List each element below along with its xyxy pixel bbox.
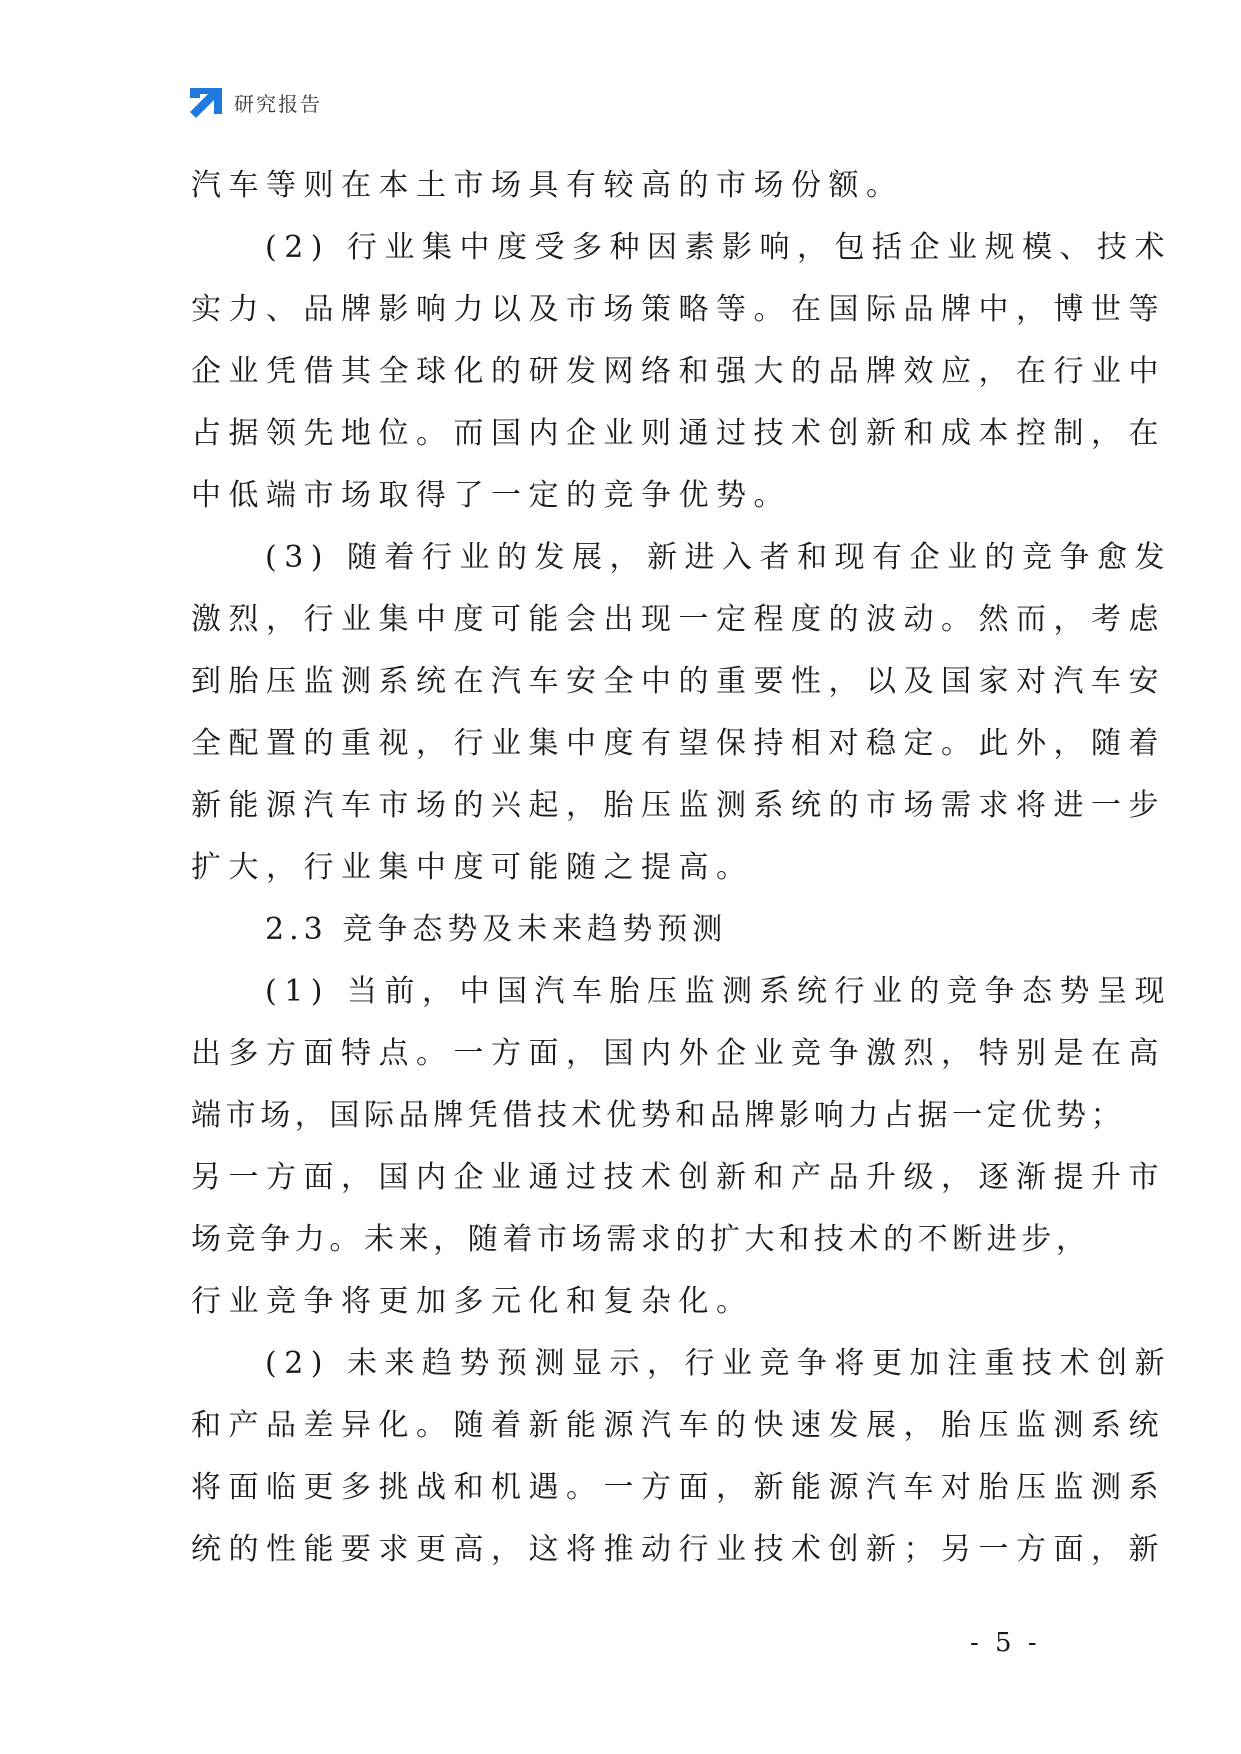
header-title: 研究报告 bbox=[234, 92, 322, 116]
text-line: 和产品差异化。随着新能源汽车的快速发展，胎压监测系统 bbox=[191, 1408, 1166, 1443]
page-number: - 5 - bbox=[970, 1628, 1041, 1658]
text-line: 场竞争力。未来，随着市场需求的扩大和技术的不断进步， bbox=[191, 1222, 1091, 1257]
report-header bbox=[190, 88, 322, 120]
paragraph-first-line: (1) 当前，中国汽车胎压监测系统行业的竞争态势呈现 bbox=[265, 974, 1173, 1009]
text-line: 另一方面，国内企业通过技术创新和产品升级，逐渐提升市 bbox=[191, 1160, 1166, 1195]
text-line: 激烈，行业集中度可能会出现一定程度的波动。然而，考虑 bbox=[191, 602, 1166, 637]
text-line: 实力、品牌影响力以及市场策略等。在国际品牌中，博世等 bbox=[191, 292, 1166, 327]
text-line: 行业竞争将更加多元化和复杂化。 bbox=[191, 1284, 754, 1319]
text-line: 端市场，国际品牌凭借技术优势和品牌影响力占据一定优势； bbox=[191, 1098, 1126, 1133]
paragraph-first-line: (3) 随着行业的发展，新进入者和现有企业的竞争愈发 bbox=[265, 540, 1173, 575]
text-line: 新能源汽车市场的兴起，胎压监测系统的市场需求将进一步 bbox=[191, 788, 1166, 823]
paragraph-first-line: (2) 未来趋势预测显示，行业竞争将更加注重技术创新 bbox=[265, 1346, 1173, 1381]
paragraph-first-line: (2) 行业集中度受多种因素影响，包括企业规模、技术 bbox=[265, 230, 1173, 265]
text-line: 扩大，行业集中度可能随之提高。 bbox=[191, 850, 754, 885]
section-heading: 2.3 竞争态势及未来趋势预测 bbox=[265, 912, 728, 947]
arrow-up-right-logo-icon bbox=[190, 88, 222, 120]
text-line: 汽车等则在本土市场具有较高的市场份额。 bbox=[191, 168, 904, 203]
text-line: 全配置的重视，行业集中度有望保持相对稳定。此外，随着 bbox=[191, 726, 1166, 761]
text-line: 统的性能要求更高，这将推动行业技术创新；另一方面，新 bbox=[191, 1532, 1166, 1567]
document-body bbox=[191, 155, 1173, 1581]
text-line: 中低端市场取得了一定的竞争优势。 bbox=[191, 478, 791, 513]
text-line: 占据领先地位。而国内企业则通过技术创新和成本控制，在 bbox=[191, 416, 1166, 451]
text-line: 到胎压监测系统在汽车安全中的重要性，以及国家对汽车安 bbox=[191, 664, 1166, 699]
text-line: 出多方面特点。一方面，国内外企业竞争激烈，特别是在高 bbox=[191, 1036, 1166, 1071]
text-line: 企业凭借其全球化的研发网络和强大的品牌效应，在行业中 bbox=[191, 354, 1166, 389]
text-line: 将面临更多挑战和机遇。一方面，新能源汽车对胎压监测系 bbox=[191, 1470, 1166, 1505]
